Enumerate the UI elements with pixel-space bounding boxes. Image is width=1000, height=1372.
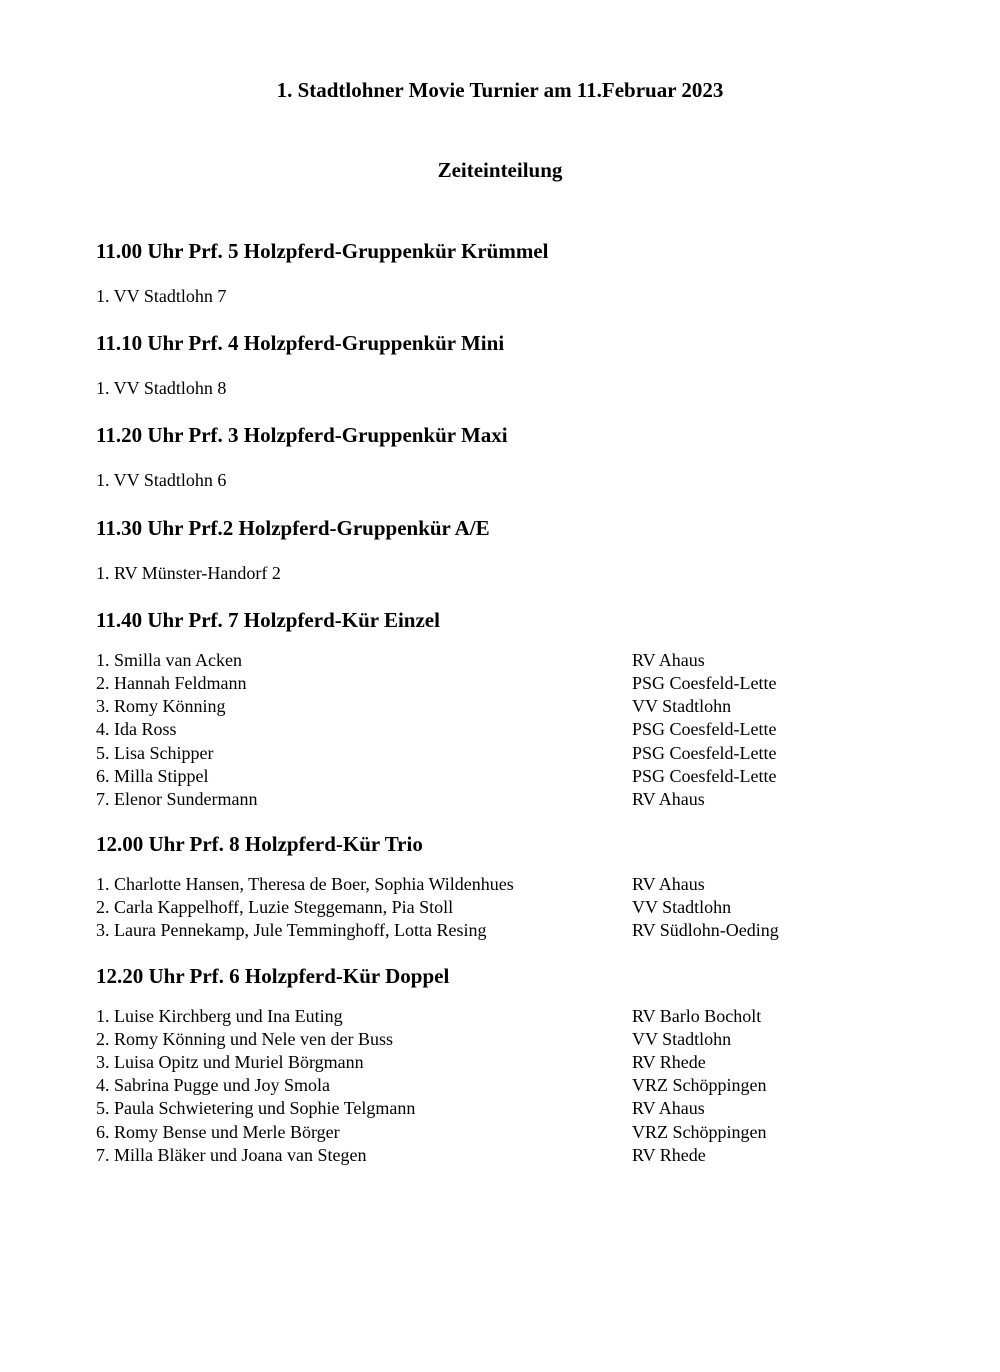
entry-participant: 5. Paula Schwietering und Sophie Telgmann <box>96 1098 416 1119</box>
entry-participant: 3. Luisa Opitz und Muriel Börgmann <box>96 1052 364 1072</box>
schedule-section <box>96 605 916 811</box>
entry-club: PSG Coesfeld-Lette <box>632 672 777 693</box>
list-item <box>96 1121 916 1144</box>
entry-club: RV Barlo Bocholt <box>632 1005 762 1026</box>
entry-club: VRZ Schöppingen <box>632 1121 767 1142</box>
list-item <box>96 562 916 585</box>
entry-participant: 4. Ida Ross <box>96 719 177 740</box>
entry-participant: 1. Charlotte Hansen, Theresa de Boer, Sophia Wildenhues <box>96 874 514 895</box>
list-item <box>96 1074 916 1097</box>
schedule-section <box>96 328 916 400</box>
section-heading: 12.00 Uhr Prf. 8 Holzpferd-Kür Trio <box>96 832 423 857</box>
section-heading: 11.00 Uhr Prf. 5 Holzpferd-Gruppenkür Krümmel <box>96 239 549 263</box>
list-item <box>96 695 916 718</box>
schedule-section <box>96 420 916 492</box>
entry-participant: 2. Romy Könning und Nele ven der Buss <box>96 1028 393 1049</box>
entry-participant: 7. Elenor Sundermann <box>96 788 258 809</box>
entry-participant: 1. Luise Kirchberg und Ina Euting <box>96 1005 343 1026</box>
schedule-section <box>96 513 916 585</box>
entry-club: VRZ Schöppingen <box>632 1075 767 1096</box>
list-item <box>96 1051 916 1074</box>
entry-club: RV Rhede <box>632 1052 706 1072</box>
list-item <box>96 718 916 741</box>
list-item <box>96 649 916 672</box>
list-item <box>96 672 916 695</box>
entry-club: RV Ahaus <box>632 788 705 809</box>
entry-club: RV Rhede <box>632 1144 706 1165</box>
entry-list <box>96 562 916 585</box>
list-item <box>96 873 916 896</box>
list-item <box>96 377 916 400</box>
list-item <box>96 765 916 788</box>
document-title: 1. Stadtlohner Movie Turnier am 11.Februar 2023 <box>276 78 724 102</box>
section-heading: 11.20 Uhr Prf. 3 Holzpferd-Gruppenkür Maxi <box>96 423 508 448</box>
section-heading: 11.30 Uhr Prf.2 Holzpferd-Gruppenkür A/E <box>96 515 490 540</box>
entry-participant: 1. VV Stadtlohn 8 <box>96 378 227 399</box>
schedule-sections <box>96 236 916 1167</box>
list-item <box>96 896 916 919</box>
list-item <box>96 1097 916 1120</box>
entry-participant: 2. Hannah Feldmann <box>96 672 247 693</box>
entry-club: PSG Coesfeld-Lette <box>632 742 777 763</box>
document-subtitle: Zeiteinteilung <box>437 158 563 182</box>
entry-club: PSG Coesfeld-Lette <box>632 765 777 786</box>
entry-list <box>96 649 916 811</box>
entry-list <box>96 285 916 308</box>
schedule-section <box>96 829 916 943</box>
entry-participant: 6. Milla Stippel <box>96 765 209 786</box>
entry-list <box>96 1005 916 1167</box>
list-item <box>96 285 916 308</box>
entry-participant: 5. Lisa Schipper <box>96 742 214 763</box>
list-item <box>96 469 916 492</box>
list-item <box>96 919 916 942</box>
section-heading: 11.40 Uhr Prf. 7 Holzpferd-Kür Einzel <box>96 607 440 632</box>
section-heading: 12.20 Uhr Prf. 6 Holzpferd-Kür Doppel <box>96 963 450 988</box>
entry-list <box>96 469 916 492</box>
entry-list <box>96 873 916 943</box>
entry-club: VV Stadtlohn <box>632 1028 732 1049</box>
entry-participant: 3. Romy Könning <box>96 696 226 717</box>
entry-participant: 3. Laura Pennekamp, Jule Temminghoff, Lotta Resing <box>96 920 487 941</box>
entry-club: PSG Coesfeld-Lette <box>632 719 777 740</box>
entry-club: RV Ahaus <box>632 649 705 670</box>
entry-participant: 6. Romy Bense und Merle Börger <box>96 1121 340 1142</box>
entry-participant: 1. VV Stadtlohn 7 <box>96 286 227 306</box>
entry-club: RV Ahaus <box>632 874 705 895</box>
entry-participant: 1. VV Stadtlohn 6 <box>96 470 227 491</box>
list-item <box>96 788 916 811</box>
entry-participant: 1. Smilla van Acken <box>96 649 242 670</box>
schedule-section <box>96 236 916 308</box>
entry-club: VV Stadtlohn <box>632 897 732 918</box>
entry-participant: 2. Carla Kappelhoff, Luzie Steggemann, Pia Stoll <box>96 897 454 918</box>
entry-list <box>96 377 916 400</box>
list-item <box>96 1144 916 1167</box>
entry-club: RV Südlohn-Oeding <box>632 920 779 941</box>
list-item <box>96 1028 916 1051</box>
section-heading: 11.10 Uhr Prf. 4 Holzpferd-Gruppenkür Mini <box>96 331 505 356</box>
schedule-section <box>96 961 916 1167</box>
entry-participant: 4. Sabrina Pugge und Joy Smola <box>96 1075 330 1096</box>
list-item <box>96 742 916 765</box>
entry-club: VV Stadtlohn <box>632 696 732 717</box>
entry-participant: 1. RV Münster-Handorf 2 <box>96 562 281 583</box>
list-item <box>96 1005 916 1028</box>
entry-participant: 7. Milla Bläker und Joana van Stegen <box>96 1144 367 1165</box>
entry-club: RV Ahaus <box>632 1098 705 1119</box>
